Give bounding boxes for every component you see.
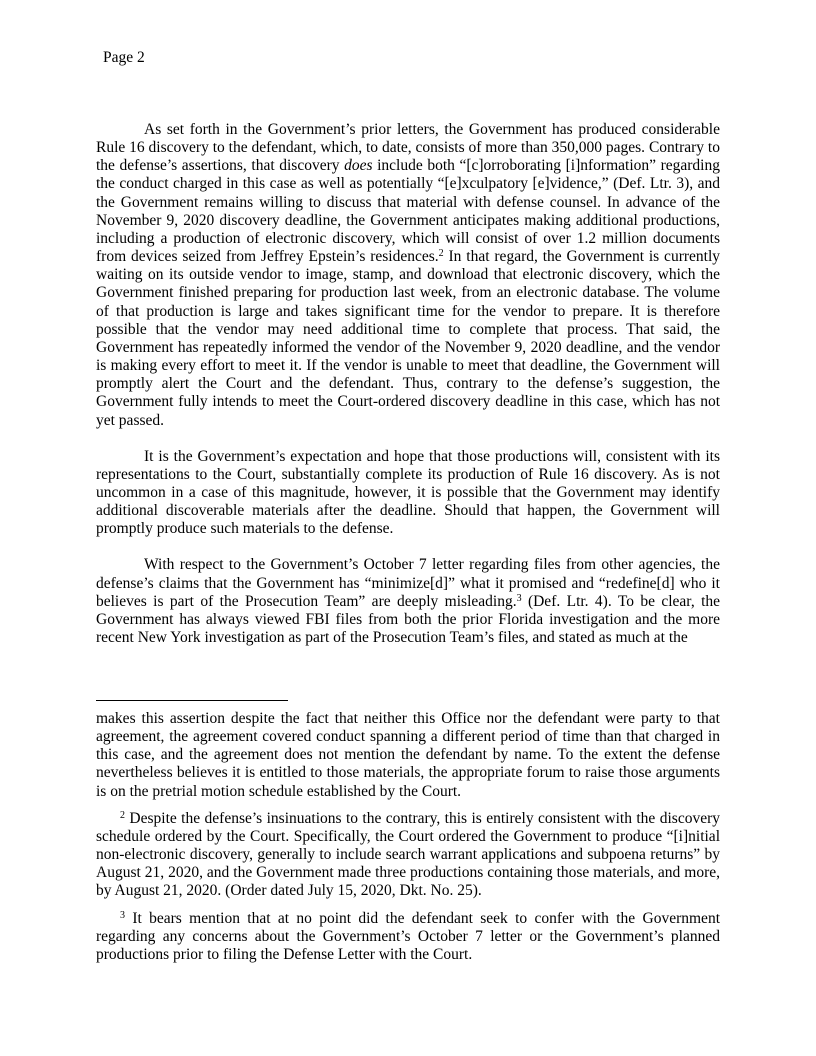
footnote-reference-3: 3	[516, 592, 522, 604]
footnote-number: 2	[120, 809, 125, 821]
paragraph-other-agencies	[96, 556, 720, 647]
footnote-2	[96, 810, 720, 901]
footnote-reference-2: 2	[438, 248, 444, 260]
letter-body	[96, 121, 720, 665]
paragraph-text: With respect to the Government’s October 7 letter regarding files from other agencies, the defense’s claims that the Government has “minimize[d]” what it promised and “redefine[d] who it believes is part of the Prosecution Team” are deeply misleading.	[96, 556, 720, 610]
paragraph-text: include both “[c]orroborating [i]nformation” regarding the conduct charged in this case as well as potentially “[e]xculpatory [e]vidence,” (Def. Ltr. 3), and the Government remains willing to discuss that material with defense counsel. In advance of the November 9, 2020 discovery deadline, the Government anticipates making additional productions, including a production of electronic discovery, which will consist of over 1.2 million documents from devices seized from Jeffrey Epstein’s residences.	[96, 157, 720, 266]
footnote-number: 3	[120, 909, 125, 921]
paragraph-discovery-status	[96, 121, 720, 430]
footnotes	[96, 710, 720, 973]
paragraph-text: As set forth in the Government’s prior letters, the Government has produced considerable Rule 16 discovery to the defendant, which, to date, consists of more than 350,000 pages. Contrary to the defense’s assertions, that discovery	[96, 121, 720, 175]
paragraph-text: In that regard, the Government is currently waiting on its outside vendor to image, stamp, and download that electronic discovery, which the Government finished preparing for production last week, from an electronic database. The volume of that production is large and takes significant time for the vendor to prepare. It is therefore possible that the vendor may need additional time to complete that process. That said, the Government has repeatedly informed the vendor of the November 9, 2020 deadline, and the vendor is making every effort to meet it. If the vendor is unable to meet that deadline, the Government will promptly alert the Court and the defendant. Thus, contrary to the defense’s suggestion, the Government fully intends to meet the Court-ordered discovery deadline in this case, which has not yet passed.	[96, 248, 721, 429]
footnote-text: It bears mention that at no point did the defendant seek to confer with the Government regarding any concerns about the Government’s October 7 letter or the Government’s planned productions prior to filing the Defense Letter with the Court.	[96, 909, 720, 963]
page-number: Page 2	[103, 49, 145, 66]
footnote-continued: makes this assertion despite the fact that neither this Office nor the defendant were party to that agreement, the agreement covered conduct spanning a different period of time than that charged in this case, and the agreement does not mention the defendant by name. To the extent the defense nevertheless believes it is entitled to those materials, the appropriate forum to raise those arguments is on the pretrial motion schedule established by the Court.	[96, 710, 720, 800]
footnote-3	[96, 910, 720, 964]
footnote-divider	[96, 700, 288, 701]
emphasis-text: does	[344, 157, 373, 175]
paragraph-expectation: It is the Government’s expectation and hope that those productions will, consistent with its representations to the Court, substantially complete its production of Rule 16 discovery. As is not uncommon in a case of this magnitude, however, it is possible that the Government may identify additional discoverable materials after the deadline. Should that happen, the Government will promptly produce such materials to the defense.	[96, 447, 720, 538]
footnote-text: Despite the defense’s insinuations to the contrary, this is entirely consistent with the discovery schedule ordered by the Court. Specifically, the Court ordered the Government to produce “[i]nitial non-electronic discovery, generally to include search warrant applications and subpoena returns” by August 21, 2020, and the Government made three productions containing those materials, and more, by August 21, 2020. (Order dated July 15, 2020, Dkt. No. 25).	[96, 809, 720, 900]
paragraph-text: (Def. Ltr. 4). To be clear, the Government has always viewed FBI files from both the prior Florida investigation and the more recent New York investigation as part of the Prosecution Team’s files, and stated as much at the	[96, 592, 721, 647]
